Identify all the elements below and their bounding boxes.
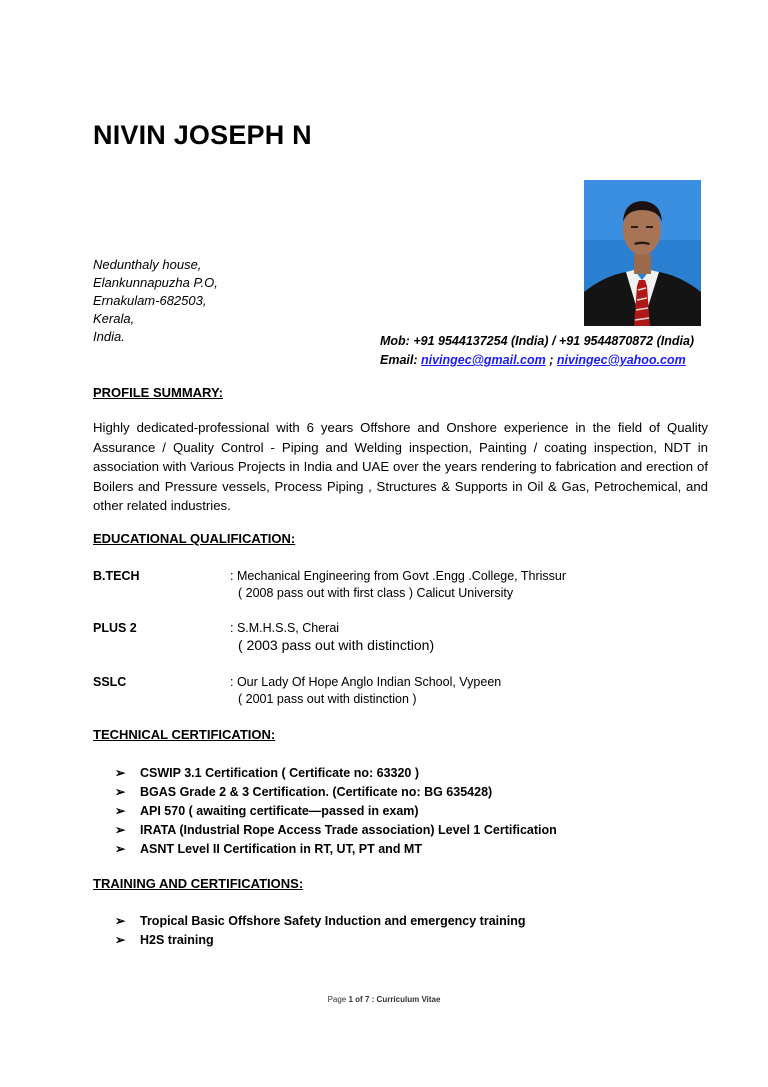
page-total: 7 bbox=[364, 995, 370, 1004]
education-heading: EDUCATIONAL QUALIFICATION: bbox=[93, 531, 296, 546]
address-block bbox=[93, 256, 218, 346]
technical-certification-list bbox=[115, 764, 557, 859]
email-separator: ; bbox=[549, 353, 554, 367]
profile-photo bbox=[584, 180, 701, 326]
education-label: PLUS 2 bbox=[93, 621, 137, 635]
education-subdetail: ( 2003 pass out with distinction) bbox=[238, 637, 435, 653]
list-item: ➢ H2S training bbox=[115, 931, 526, 950]
education-detail: : Our Lady Of Hope Anglo Indian School, Vypeen bbox=[230, 675, 502, 689]
arrow-bullet-icon: ➢ bbox=[115, 766, 126, 780]
candidate-name: NIVIN JOSEPH N bbox=[93, 120, 312, 150]
arrow-bullet-icon: ➢ bbox=[115, 823, 126, 837]
list-item: ➢ BGAS Grade 2 & 3 Certification. (Certificate no: BG 635428) bbox=[115, 783, 557, 802]
technical-certification-heading: TECHNICAL CERTIFICATION: bbox=[93, 727, 276, 742]
list-item: ➢ API 570 ( awaiting certificate—passed in exam) bbox=[115, 802, 557, 821]
profile-summary-text: Highly dedicated-professional with 6 years Offshore and Onshore experience in the field of Quality Assurance / Quality Control - Piping and Welding inspection, Painting / coating inspection, NDT in association with Various Projects in India and UAE over the years rendering to fabrication and erection of Boilers and Pressure vessels, Process Piping , Structures & Supports in Oil & Gas, Petrochemical, and other related industries. bbox=[93, 420, 708, 513]
address-line: Kerala, bbox=[93, 311, 135, 326]
address-line: India. bbox=[93, 329, 125, 344]
email-line bbox=[380, 351, 694, 370]
education-detail: : Mechanical Engineering from Govt .Engg .College, Thrissur bbox=[230, 569, 567, 583]
list-item: ➢ CSWIP 3.1 Certification ( Certificate no: 63320 ) bbox=[115, 764, 557, 783]
mobile-value: +91 9544137254 (India) / +91 9544870872 (India) bbox=[413, 334, 695, 348]
email-label: Email: bbox=[380, 353, 418, 367]
arrow-bullet-icon: ➢ bbox=[115, 933, 126, 947]
arrow-bullet-icon: ➢ bbox=[115, 914, 126, 928]
address-line: Elankunnapuzha P.O, bbox=[93, 275, 218, 290]
arrow-bullet-icon: ➢ bbox=[115, 842, 126, 856]
education-label: B.TECH bbox=[93, 569, 140, 583]
mobile-line bbox=[380, 332, 694, 351]
list-item: ➢ ASNT Level II Certification in RT, UT, PT and MT bbox=[115, 840, 557, 859]
training-list bbox=[115, 912, 526, 950]
arrow-bullet-icon: ➢ bbox=[115, 804, 126, 818]
email-link-gmail[interactable]: nivingec@gmail.com bbox=[421, 353, 546, 367]
list-item: ➢ IRATA (Industrial Rope Access Trade association) Level 1 Certification bbox=[115, 821, 557, 840]
education-label: SSLC bbox=[93, 675, 127, 689]
education-detail: : S.M.H.S.S, Cherai bbox=[230, 621, 340, 635]
education-subdetail: ( 2001 pass out with distinction ) bbox=[238, 692, 417, 706]
address-line: Nedunthaly house, bbox=[93, 257, 202, 272]
training-heading: TRAINING AND CERTIFICATIONS: bbox=[93, 876, 304, 891]
page-number: 1 bbox=[348, 995, 353, 1004]
list-item: ➢ Tropical Basic Offshore Safety Induction and emergency training bbox=[115, 912, 526, 931]
arrow-bullet-icon: ➢ bbox=[115, 785, 126, 799]
contact-block bbox=[380, 332, 694, 370]
mobile-label: Mob: bbox=[380, 334, 410, 348]
education-subdetail: ( 2008 pass out with first class ) Calicut University bbox=[238, 586, 514, 600]
address-line: Ernakulam-682503, bbox=[93, 293, 207, 308]
email-link-yahoo[interactable]: nivingec@yahoo.com bbox=[556, 353, 686, 367]
profile-summary-heading: PROFILE SUMMARY: bbox=[93, 385, 223, 400]
page-footer: Page 1 of 7 : Curriculum Vitae bbox=[327, 995, 441, 1004]
